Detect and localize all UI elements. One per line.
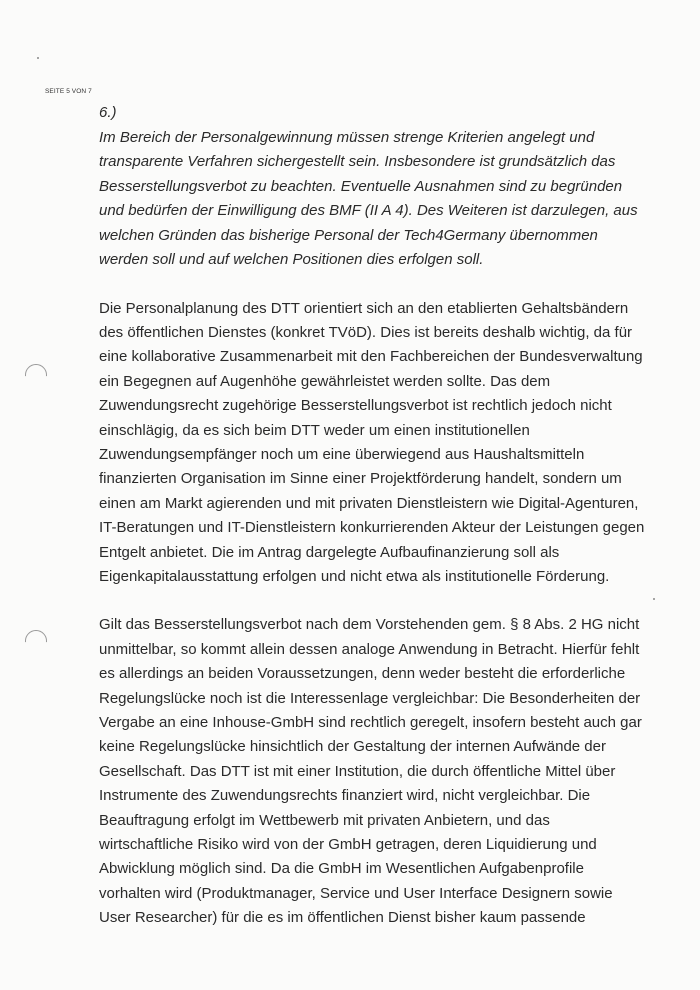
paragraph-line: Die Personalplanung des DTT orientiert sich an den etablierten Gehaltsbändern — [99, 299, 629, 317]
paragraph-line: Abwicklung möglich sind. Da die GmbH im Wesentlichen Aufgabenprofile — [99, 860, 584, 878]
paragraph-personnel-planning — [99, 297, 679, 590]
quote-line: welchen Gründen das bisherige Personal der Tech4Germany übernommen — [99, 226, 598, 244]
quote-line: transparente Verfahren sichergestellt sein. Insbesondere ist grundsätzlich das — [99, 153, 616, 170]
paragraph-line: finanzierten Organisation im Sinne einer Projektförderung handelt, sondern um — [99, 470, 622, 488]
paragraph-line: Regelungslücke noch ist die Interessenlage vergleichbar: Die Besonderheiten der — [99, 689, 641, 707]
paragraph-line: vorhalten wird (Produktmanager, Service und User Interface Designern sowie — [99, 884, 613, 902]
paragraph-line: Gesellschaft. Das DTT ist mit einer Institution, die durch öffentliche Mittel über — [99, 762, 616, 780]
paragraph-line: Eigenkapitalausstattung erfolgen und nicht etwa als institutionelle Förderung. — [99, 567, 610, 585]
paragraph-line: keine Regelungslücke hinsichtlich der Gestaltung der internen Aufwände der — [99, 738, 606, 756]
paragraph-line: Zuwendungsrecht zugehörige Besserstellungsverbot ist rechtlich jedoch nicht — [99, 397, 612, 415]
section-requirement-quote — [99, 126, 679, 273]
paragraph-line: Beauftragung erfolgt im Wettbewerb mit privaten Anbietern, und das — [99, 811, 550, 829]
quote-line: und bedürfen der Einwilligung des BMF (II A 4). Des Weiteren ist darzulegen, aus — [99, 202, 638, 219]
punch-hole-mark — [25, 630, 47, 652]
paragraph-line: einen am Markt agierenden und mit privaten Dienstleistern wie Digital-Agenturen, — [99, 494, 639, 512]
paragraph-line: des öffentlichen Dienstes (konkret TVöD). Dies ist bereits deshalb wichtig, da für — [99, 323, 633, 341]
document-body — [99, 101, 679, 931]
paragraph-line: Instrumente des Zuwendungsrechts finanziert wird, nicht vergleichbar. Die — [99, 787, 591, 805]
paragraph-besserstellungsverbot — [99, 613, 679, 930]
paragraph-line: wirtschaftliche Risiko wird von der GmbH getragen, deren Liquidierung und — [99, 836, 597, 854]
paragraph-line: einschlägig, da es sich beim DTT weder um einen institutionellen — [99, 421, 530, 439]
paragraph-line: es allerdings an beiden Voraussetzungen, denn weder besteht die erforderliche — [99, 665, 626, 683]
page-number-label: SEITE 5 VON 7 — [45, 88, 92, 95]
paragraph-line: Entgelt anbietet. Die im Antrag dargelegte Aufbaufinanzierung soll als — [99, 543, 560, 561]
paragraph-line: unmittelbar, so kommt allein dessen analoge Anwendung in Betracht. Hierfür fehlt — [99, 640, 640, 658]
scan-speck — [37, 57, 39, 59]
quote-line: werden soll und auf welchen Positionen dies erfolgen soll. — [99, 251, 484, 268]
quote-line: Besserstellungsverbot zu beachten. Eventuelle Ausnahmen sind zu begründen — [99, 177, 623, 195]
paragraph-line: Zuwendungsempfänger noch um eine überwiegend aus Haushaltsmitteln — [99, 445, 585, 463]
paragraph-line: User Researcher) für die es im öffentlichen Dienst bisher kaum passende — [99, 909, 586, 927]
paragraph-line: IT-Beratungen und IT-Dienstleistern konkurrierenden Akteur der Leistungen gegen — [99, 519, 645, 537]
paragraph-line: Gilt das Besserstellungsverbot nach dem Vorstehenden gem. § 8 Abs. 2 HG nicht — [99, 616, 640, 634]
paragraph-line: eine kollaborative Zusammenarbeit mit den Fachbereichen der Bundesverwaltung — [99, 348, 643, 366]
paragraph-line: ein Begegnen auf Augenhöhe gewährleistet werden sollte. Das dem — [99, 372, 551, 390]
quote-line: Im Bereich der Personalgewinnung müssen strenge Kriterien angelegt und — [99, 128, 595, 146]
paragraph-line: Vergabe an eine Inhouse-GmbH sind rechtlich geregelt, insofern besteht auch gar — [99, 714, 642, 731]
punch-hole-mark — [25, 364, 47, 386]
section-number: 6.) — [99, 104, 117, 121]
